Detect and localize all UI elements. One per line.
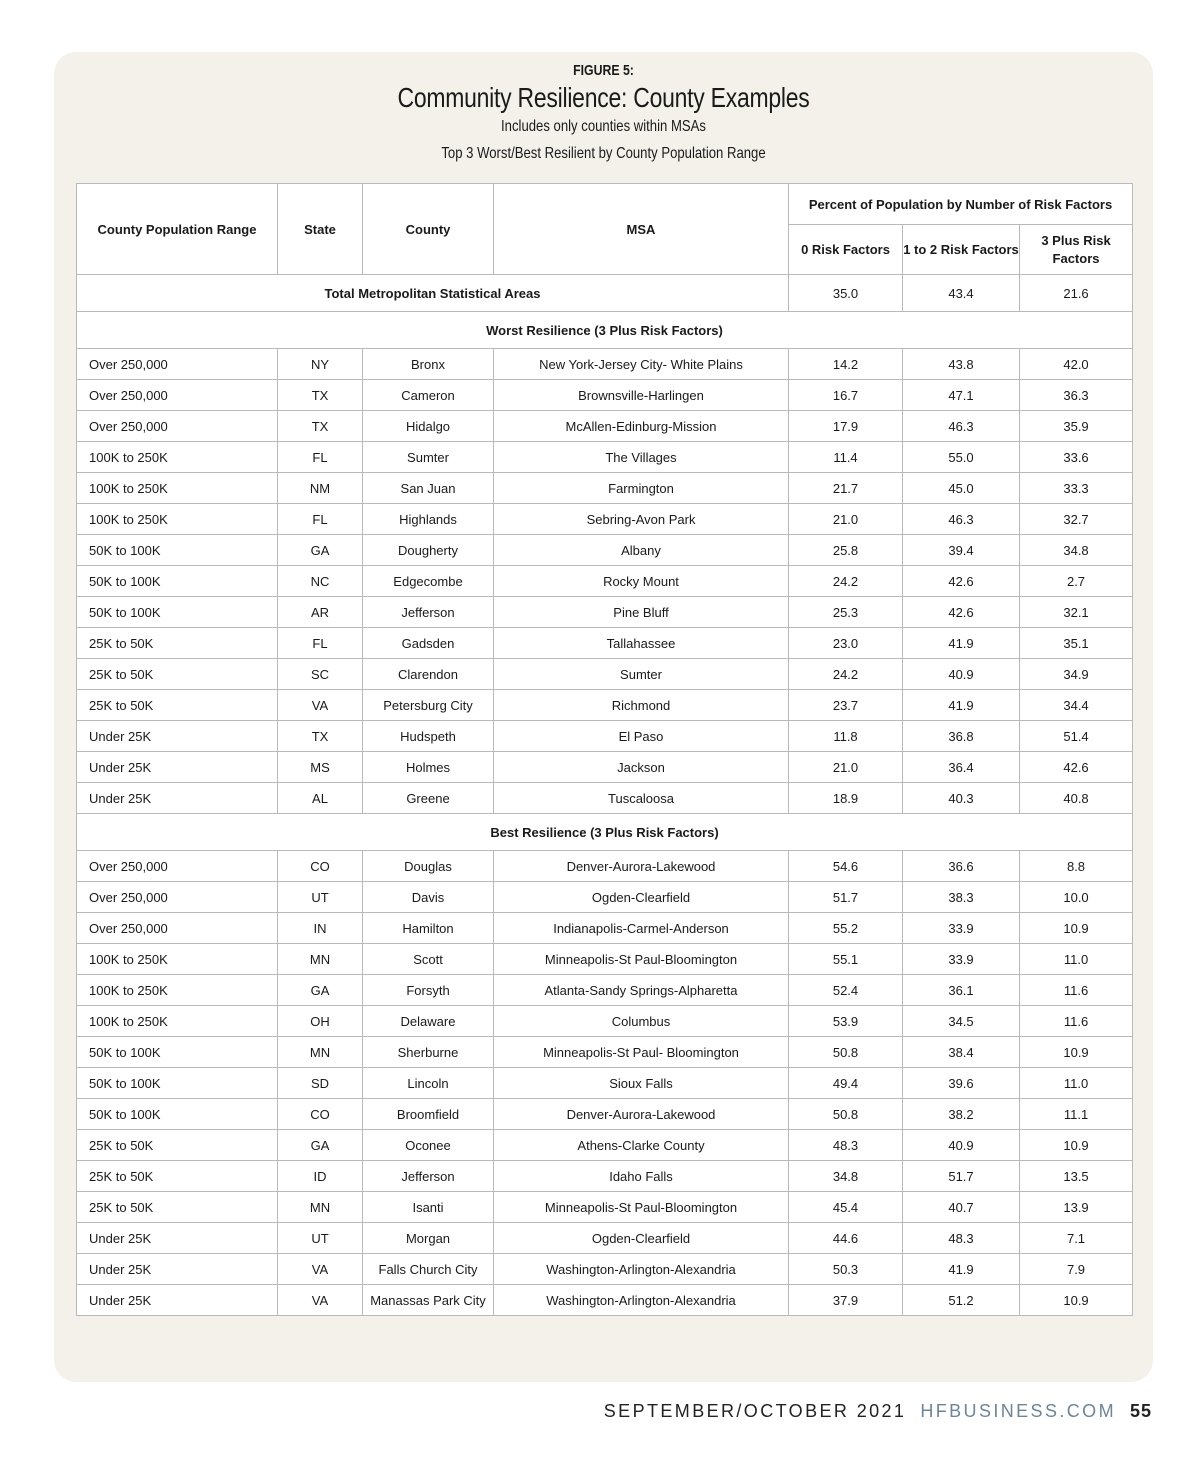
table-row [77, 411, 1133, 442]
cell-zero: 51.7 [789, 882, 903, 913]
cell-state: GA [278, 1130, 363, 1161]
cell-one-two: 39.4 [903, 535, 1020, 566]
cell-one-two: 33.9 [903, 944, 1020, 975]
cell-msa: Columbus [494, 1006, 789, 1037]
cell-three-plus: 33.6 [1020, 442, 1133, 473]
table-row [77, 473, 1133, 504]
cell-range: 50K to 100K [77, 1037, 278, 1068]
cell-msa: Jackson [494, 752, 789, 783]
cell-county: Hidalgo [363, 411, 494, 442]
table-row [77, 1130, 1133, 1161]
cell-one-two: 38.4 [903, 1037, 1020, 1068]
cell-county: Sherburne [363, 1037, 494, 1068]
cell-one-two: 41.9 [903, 628, 1020, 659]
cell-msa: Atlanta-Sandy Springs-Alpharetta [494, 975, 789, 1006]
cell-county: Sumter [363, 442, 494, 473]
cell-msa: Minneapolis-St Paul- Bloomington [494, 1037, 789, 1068]
total-label: Total Metropolitan Statistical Areas [77, 275, 789, 312]
table-row [77, 913, 1133, 944]
cell-county: Edgecombe [363, 566, 494, 597]
best-section-row [77, 814, 1133, 851]
cell-one-two: 48.3 [903, 1223, 1020, 1254]
cell-county: Jefferson [363, 597, 494, 628]
cell-range: 100K to 250K [77, 944, 278, 975]
cell-range: Under 25K [77, 721, 278, 752]
header-zero-label: 0 Risk Factors [801, 241, 890, 257]
header-one-to-two-risk-factors [903, 225, 1020, 275]
cell-one-two: 34.5 [903, 1006, 1020, 1037]
cell-one-two: 39.6 [903, 1068, 1020, 1099]
cell-zero: 54.6 [789, 851, 903, 882]
cell-zero: 23.0 [789, 628, 903, 659]
cell-state: GA [278, 535, 363, 566]
cell-county: Dougherty [363, 535, 494, 566]
cell-county: Lincoln [363, 1068, 494, 1099]
cell-one-two: 36.6 [903, 851, 1020, 882]
cell-state: UT [278, 1223, 363, 1254]
table-row [77, 783, 1133, 814]
cell-state: OH [278, 1006, 363, 1037]
cell-zero: 44.6 [789, 1223, 903, 1254]
table-row [77, 504, 1133, 535]
cell-three-plus: 33.3 [1020, 473, 1133, 504]
cell-zero: 21.0 [789, 504, 903, 535]
cell-zero: 52.4 [789, 975, 903, 1006]
cell-range: 50K to 100K [77, 1099, 278, 1130]
table-row [77, 442, 1133, 473]
cell-one-two: 46.3 [903, 504, 1020, 535]
cell-state: VA [278, 690, 363, 721]
cell-one-two: 43.8 [903, 349, 1020, 380]
cell-state: NM [278, 473, 363, 504]
cell-range: Under 25K [77, 1223, 278, 1254]
figure-subtitle-2: Top 3 Worst/Best Resilient by County Population Range [441, 145, 766, 162]
cell-one-two: 40.9 [903, 1130, 1020, 1161]
cell-three-plus: 11.6 [1020, 1006, 1133, 1037]
cell-msa: Tallahassee [494, 628, 789, 659]
page-footer [604, 1401, 1152, 1422]
table-row [77, 1161, 1133, 1192]
table-row [77, 659, 1133, 690]
cell-msa: Ogden-Clearfield [494, 1223, 789, 1254]
cell-one-two: 41.9 [903, 690, 1020, 721]
cell-county: Douglas [363, 851, 494, 882]
cell-county: Clarendon [363, 659, 494, 690]
cell-zero: 11.4 [789, 442, 903, 473]
cell-three-plus: 10.9 [1020, 1285, 1133, 1316]
cell-one-two: 36.1 [903, 975, 1020, 1006]
cell-range: Over 250,000 [77, 851, 278, 882]
cell-three-plus: 10.9 [1020, 913, 1133, 944]
header-county: County [363, 184, 494, 275]
header-state: State [278, 184, 363, 275]
cell-zero: 18.9 [789, 783, 903, 814]
cell-zero: 53.9 [789, 1006, 903, 1037]
cell-state: VA [278, 1285, 363, 1316]
table-row [77, 975, 1133, 1006]
cell-state: CO [278, 851, 363, 882]
cell-three-plus: 42.6 [1020, 752, 1133, 783]
cell-zero: 45.4 [789, 1192, 903, 1223]
cell-state: MN [278, 944, 363, 975]
cell-one-two: 36.4 [903, 752, 1020, 783]
table-row [77, 566, 1133, 597]
cell-range: 50K to 100K [77, 566, 278, 597]
header-three-plus-risk-factors [1020, 225, 1133, 275]
cell-three-plus: 7.1 [1020, 1223, 1133, 1254]
table-row [77, 1254, 1133, 1285]
table-row [77, 597, 1133, 628]
cell-one-two: 40.7 [903, 1192, 1020, 1223]
cell-county: Bronx [363, 349, 494, 380]
site-name: HFBUSINESS.COM [920, 1401, 1116, 1421]
cell-three-plus: 34.8 [1020, 535, 1133, 566]
cell-three-plus: 34.4 [1020, 690, 1133, 721]
cell-range: 25K to 50K [77, 1192, 278, 1223]
cell-zero: 24.2 [789, 659, 903, 690]
cell-range: 25K to 50K [77, 690, 278, 721]
cell-range: 100K to 250K [77, 442, 278, 473]
cell-county: Oconee [363, 1130, 494, 1161]
cell-zero: 48.3 [789, 1130, 903, 1161]
cell-county: Highlands [363, 504, 494, 535]
cell-range: 25K to 50K [77, 628, 278, 659]
header-three-plus-label: 3 Plus Risk Factors [1041, 232, 1111, 266]
cell-msa: Washington-Arlington-Alexandria [494, 1285, 789, 1316]
table-row [77, 1223, 1133, 1254]
cell-zero: 50.3 [789, 1254, 903, 1285]
table-row [77, 1192, 1133, 1223]
cell-range: 25K to 50K [77, 1130, 278, 1161]
cell-msa: Rocky Mount [494, 566, 789, 597]
table-row [77, 690, 1133, 721]
cell-three-plus: 35.9 [1020, 411, 1133, 442]
cell-state: GA [278, 975, 363, 1006]
cell-three-plus: 32.1 [1020, 597, 1133, 628]
table-row [77, 628, 1133, 659]
cell-one-two: 47.1 [903, 380, 1020, 411]
cell-one-two: 55.0 [903, 442, 1020, 473]
cell-state: UT [278, 882, 363, 913]
cell-zero: 50.8 [789, 1037, 903, 1068]
cell-county: Manassas Park City [363, 1285, 494, 1316]
cell-state: MN [278, 1037, 363, 1068]
cell-one-two: 46.3 [903, 411, 1020, 442]
cell-range: Over 250,000 [77, 913, 278, 944]
cell-range: 100K to 250K [77, 975, 278, 1006]
cell-county: Jefferson [363, 1161, 494, 1192]
cell-range: 25K to 50K [77, 1161, 278, 1192]
worst-section-label: Worst Resilience (3 Plus Risk Factors) [77, 312, 1133, 349]
cell-county: Cameron [363, 380, 494, 411]
cell-state: TX [278, 721, 363, 752]
cell-three-plus: 36.3 [1020, 380, 1133, 411]
cell-county: Morgan [363, 1223, 494, 1254]
header-zero-risk-factors [789, 225, 903, 275]
cell-zero: 16.7 [789, 380, 903, 411]
cell-msa: Minneapolis-St Paul-Bloomington [494, 1192, 789, 1223]
issue-date: SEPTEMBER/OCTOBER 2021 [603, 1401, 907, 1421]
cell-state: NY [278, 349, 363, 380]
figure-title: Community Resilience: County Examples [397, 82, 810, 113]
cell-three-plus: 35.1 [1020, 628, 1133, 659]
cell-msa: Richmond [494, 690, 789, 721]
table-row [77, 721, 1133, 752]
cell-msa: Denver-Aurora-Lakewood [494, 1099, 789, 1130]
cell-msa: Indianapolis-Carmel-Anderson [494, 913, 789, 944]
cell-county: Hudspeth [363, 721, 494, 752]
cell-state: MS [278, 752, 363, 783]
cell-msa: El Paso [494, 721, 789, 752]
cell-msa: The Villages [494, 442, 789, 473]
cell-msa: New York-Jersey City- White Plains [494, 349, 789, 380]
cell-county: Gadsden [363, 628, 494, 659]
cell-msa: Athens-Clarke County [494, 1130, 789, 1161]
table-row [77, 349, 1133, 380]
header-county-population-range: County Population Range [77, 184, 278, 275]
cell-three-plus: 10.9 [1020, 1130, 1133, 1161]
cell-one-two: 42.6 [903, 597, 1020, 628]
cell-state: FL [278, 628, 363, 659]
cell-three-plus: 42.0 [1020, 349, 1133, 380]
table-row [77, 1099, 1133, 1130]
cell-state: SC [278, 659, 363, 690]
cell-msa: Sebring-Avon Park [494, 504, 789, 535]
cell-range: 100K to 250K [77, 1006, 278, 1037]
cell-one-two: 38.3 [903, 882, 1020, 913]
cell-county: Greene [363, 783, 494, 814]
cell-msa: Tuscaloosa [494, 783, 789, 814]
table-body [77, 275, 1133, 1316]
table-row [77, 851, 1133, 882]
cell-zero: 55.2 [789, 913, 903, 944]
cell-msa: Brownsville-Harlingen [494, 380, 789, 411]
cell-state: NC [278, 566, 363, 597]
cell-three-plus: 34.9 [1020, 659, 1133, 690]
cell-msa: Denver-Aurora-Lakewood [494, 851, 789, 882]
cell-county: Isanti [363, 1192, 494, 1223]
cell-county: Falls Church City [363, 1254, 494, 1285]
cell-three-plus: 13.5 [1020, 1161, 1133, 1192]
cell-one-two: 51.7 [903, 1161, 1020, 1192]
cell-state: TX [278, 380, 363, 411]
cell-county: Scott [363, 944, 494, 975]
cell-range: Under 25K [77, 1254, 278, 1285]
table-row [77, 1006, 1133, 1037]
cell-one-two: 38.2 [903, 1099, 1020, 1130]
cell-zero: 14.2 [789, 349, 903, 380]
cell-range: Under 25K [77, 752, 278, 783]
cell-range: Under 25K [77, 783, 278, 814]
header-msa: MSA [494, 184, 789, 275]
cell-state: CO [278, 1099, 363, 1130]
cell-county: Forsyth [363, 975, 494, 1006]
cell-one-two: 36.8 [903, 721, 1020, 752]
cell-state: ID [278, 1161, 363, 1192]
cell-one-two: 51.2 [903, 1285, 1020, 1316]
cell-three-plus: 10.0 [1020, 882, 1133, 913]
table-row [77, 944, 1133, 975]
total-row [77, 275, 1133, 312]
cell-range: 50K to 100K [77, 597, 278, 628]
cell-three-plus: 32.7 [1020, 504, 1133, 535]
cell-state: AR [278, 597, 363, 628]
cell-zero: 50.8 [789, 1099, 903, 1130]
cell-range: 100K to 250K [77, 504, 278, 535]
cell-msa: McAllen-Edinburg-Mission [494, 411, 789, 442]
header-risk-factor-group: Percent of Population by Number of Risk Factors [789, 184, 1133, 225]
cell-zero: 49.4 [789, 1068, 903, 1099]
cell-county: Holmes [363, 752, 494, 783]
cell-range: Over 250,000 [77, 349, 278, 380]
table-row [77, 1037, 1133, 1068]
cell-msa: Farmington [494, 473, 789, 504]
cell-msa: Minneapolis-St Paul-Bloomington [494, 944, 789, 975]
cell-range: 100K to 250K [77, 473, 278, 504]
total-three-plus: 21.6 [1020, 275, 1133, 312]
cell-three-plus: 8.8 [1020, 851, 1133, 882]
table-row [77, 535, 1133, 566]
cell-one-two: 33.9 [903, 913, 1020, 944]
cell-range: 50K to 100K [77, 535, 278, 566]
page-number: 55 [1129, 1401, 1152, 1421]
cell-three-plus: 2.7 [1020, 566, 1133, 597]
best-section-label: Best Resilience (3 Plus Risk Factors) [77, 814, 1133, 851]
cell-zero: 34.8 [789, 1161, 903, 1192]
worst-section-row [77, 312, 1133, 349]
cell-state: FL [278, 442, 363, 473]
cell-msa: Sioux Falls [494, 1068, 789, 1099]
cell-state: SD [278, 1068, 363, 1099]
cell-state: TX [278, 411, 363, 442]
cell-msa: Sumter [494, 659, 789, 690]
cell-zero: 55.1 [789, 944, 903, 975]
header-one-two-label: 1 to 2 Risk Factors [903, 241, 1019, 257]
cell-one-two: 40.3 [903, 783, 1020, 814]
cell-zero: 11.8 [789, 721, 903, 752]
cell-three-plus: 10.9 [1020, 1037, 1133, 1068]
cell-county: Hamilton [363, 913, 494, 944]
cell-msa: Idaho Falls [494, 1161, 789, 1192]
cell-msa: Ogden-Clearfield [494, 882, 789, 913]
cell-state: IN [278, 913, 363, 944]
cell-three-plus: 40.8 [1020, 783, 1133, 814]
cell-county: Delaware [363, 1006, 494, 1037]
cell-range: Over 250,000 [77, 380, 278, 411]
cell-zero: 25.3 [789, 597, 903, 628]
cell-range: 50K to 100K [77, 1068, 278, 1099]
cell-three-plus: 11.6 [1020, 975, 1133, 1006]
cell-three-plus: 11.1 [1020, 1099, 1133, 1130]
cell-three-plus: 51.4 [1020, 721, 1133, 752]
table-row [77, 1068, 1133, 1099]
cell-state: VA [278, 1254, 363, 1285]
table-row [77, 882, 1133, 913]
table-row [77, 1285, 1133, 1316]
cell-range: 25K to 50K [77, 659, 278, 690]
cell-zero: 37.9 [789, 1285, 903, 1316]
cell-one-two: 41.9 [903, 1254, 1020, 1285]
cell-range: Over 250,000 [77, 411, 278, 442]
cell-zero: 21.0 [789, 752, 903, 783]
cell-county: Broomfield [363, 1099, 494, 1130]
total-one-two: 43.4 [903, 275, 1020, 312]
cell-zero: 17.9 [789, 411, 903, 442]
cell-zero: 24.2 [789, 566, 903, 597]
figure-subtitle: Includes only counties within MSAs [501, 118, 706, 135]
cell-zero: 25.8 [789, 535, 903, 566]
cell-msa: Albany [494, 535, 789, 566]
figure-label: FIGURE 5: [573, 62, 634, 79]
cell-county: Davis [363, 882, 494, 913]
cell-state: AL [278, 783, 363, 814]
cell-three-plus: 13.9 [1020, 1192, 1133, 1223]
cell-one-two: 42.6 [903, 566, 1020, 597]
cell-three-plus: 11.0 [1020, 1068, 1133, 1099]
cell-msa: Pine Bluff [494, 597, 789, 628]
cell-county: Petersburg City [363, 690, 494, 721]
cell-state: MN [278, 1192, 363, 1223]
cell-msa: Washington-Arlington-Alexandria [494, 1254, 789, 1285]
total-zero: 35.0 [789, 275, 903, 312]
cell-range: Under 25K [77, 1285, 278, 1316]
cell-zero: 23.7 [789, 690, 903, 721]
cell-county: San Juan [363, 473, 494, 504]
cell-three-plus: 7.9 [1020, 1254, 1133, 1285]
cell-zero: 21.7 [789, 473, 903, 504]
table-row [77, 380, 1133, 411]
cell-one-two: 40.9 [903, 659, 1020, 690]
table-row [77, 752, 1133, 783]
cell-one-two: 45.0 [903, 473, 1020, 504]
county-resilience-table [76, 183, 1133, 1316]
cell-state: FL [278, 504, 363, 535]
cell-three-plus: 11.0 [1020, 944, 1133, 975]
cell-range: Over 250,000 [77, 882, 278, 913]
